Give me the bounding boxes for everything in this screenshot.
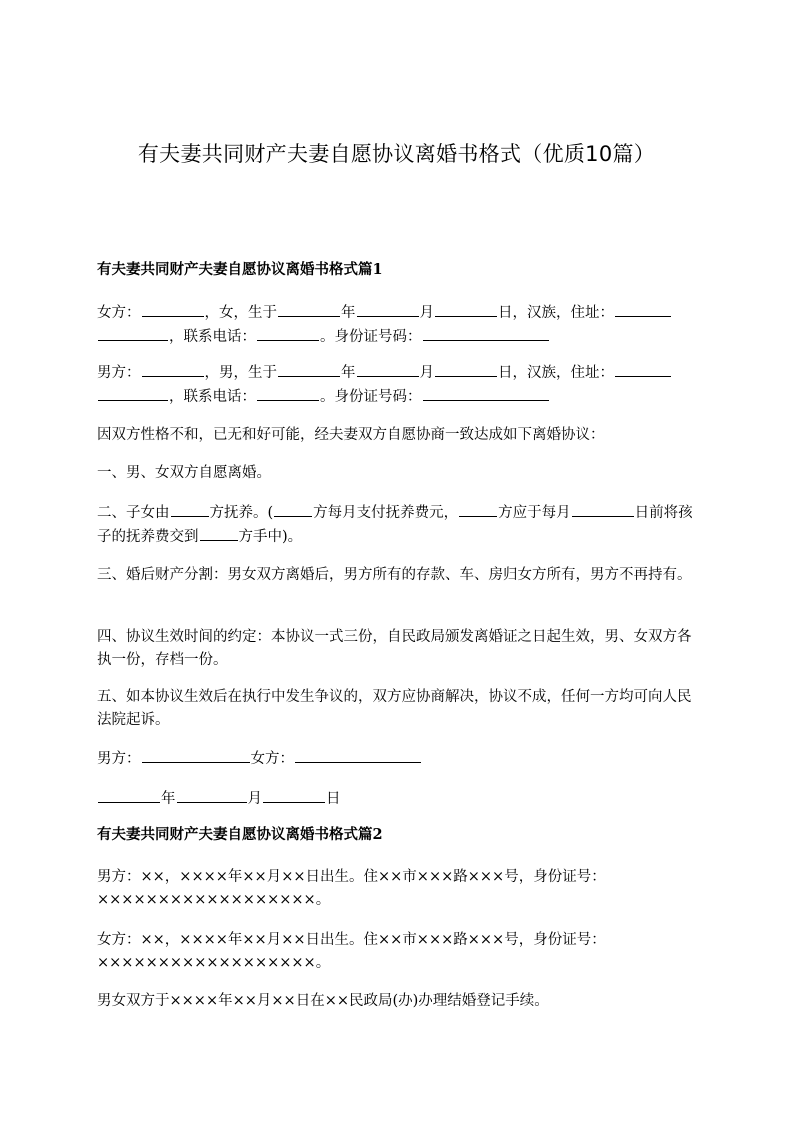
address-blank [615, 361, 671, 377]
sign-month-blank [177, 787, 247, 803]
birth-month-blank [357, 301, 419, 317]
section-1-heading: 有夫妻共同财产夫妻自愿协议离婚书格式篇1 [97, 261, 383, 278]
female-signature-blank [295, 747, 421, 763]
custody-party-blank [171, 501, 209, 517]
birth-year-blank [278, 301, 340, 317]
birth-day-blank [435, 301, 497, 317]
female-label: 女方： [97, 305, 141, 321]
clause-1: 一、男、女双方自愿离婚。 [97, 465, 271, 481]
section-2-heading: 有夫妻共同财产夫妻自愿协议离婚书格式篇2 [97, 826, 383, 843]
female-name-blank [142, 301, 204, 317]
clause-5: 五、如本协议生效后在执行中发生争议的，双方应协商解决，协议不成，任何一方均可向人民法院起诉。 [97, 689, 692, 728]
birth-day-blank [435, 361, 497, 377]
clause-3: 三、婚后财产分割：男女双方离婚后，男方所有的存款、车、房归女方所有，男方不再持有。 [97, 567, 692, 583]
address-blank [615, 301, 671, 317]
pay-day-blank [572, 501, 634, 517]
payer-party-blank [274, 501, 312, 517]
sign-day-blank [263, 787, 325, 803]
male-label: 男方： [97, 365, 141, 381]
phone-blank [257, 385, 319, 401]
section-2-male-info: 男方：××，××××年××月××日出生。住××市×××路×××号，身份证号：××××××××××××××××××。 [97, 869, 606, 908]
sign-year-blank [98, 787, 160, 803]
signing-date-line: 年 月 日 [97, 787, 701, 811]
clause-4: 四、协议生效时间的约定：本协议一式三份，自民政局颁发离婚证之日起生效，男、女双方各执一份，存档一份。 [97, 629, 692, 668]
signature-line [97, 747, 701, 771]
male-name-blank [142, 361, 204, 377]
payer-party-blank-2 [459, 501, 497, 517]
section-2-female-info: 女方：××，××××年××月××日出生。住××市×××路×××号，身份证号：××××××××××××××××××。 [97, 932, 606, 971]
male-signature-blank [142, 747, 250, 763]
male-signature-label: 男方： [97, 751, 141, 767]
birth-year-blank [278, 361, 340, 377]
clause-2: 二、子女由 方抚养。( 方每月支付抚养费元， 方应于每月 日前将孩子的抚养费交到 方手中)。 [97, 501, 701, 549]
address-blank-cont [98, 385, 168, 401]
address-blank-cont [98, 325, 168, 341]
female-party-info: 女方： ，女，生于 年 月 日，汉族，住址：，联系电话： 。身份证号码： [97, 301, 701, 349]
document-title: 有夫妻共同财产夫妻自愿协议离婚书格式（优质10篇） [137, 142, 656, 166]
id-number-blank [423, 325, 549, 341]
male-party-info: 男方： ，男，生于 年 月 日，汉族，住址：，联系电话： 。身份证号码： [97, 361, 701, 409]
agreement-intro: 因双方性格不和，已无和好可能，经夫妻双方自愿协商一致达成如下离婚协议： [97, 427, 605, 443]
phone-blank [257, 325, 319, 341]
female-signature-label: 女方： [250, 751, 294, 767]
section-2-marriage-info: 男女双方于××××年××月××日在××民政局(办)办理结婚登记手续。 [97, 993, 549, 1009]
receiver-party-blank [200, 525, 238, 541]
id-number-blank [423, 385, 549, 401]
birth-month-blank [357, 361, 419, 377]
